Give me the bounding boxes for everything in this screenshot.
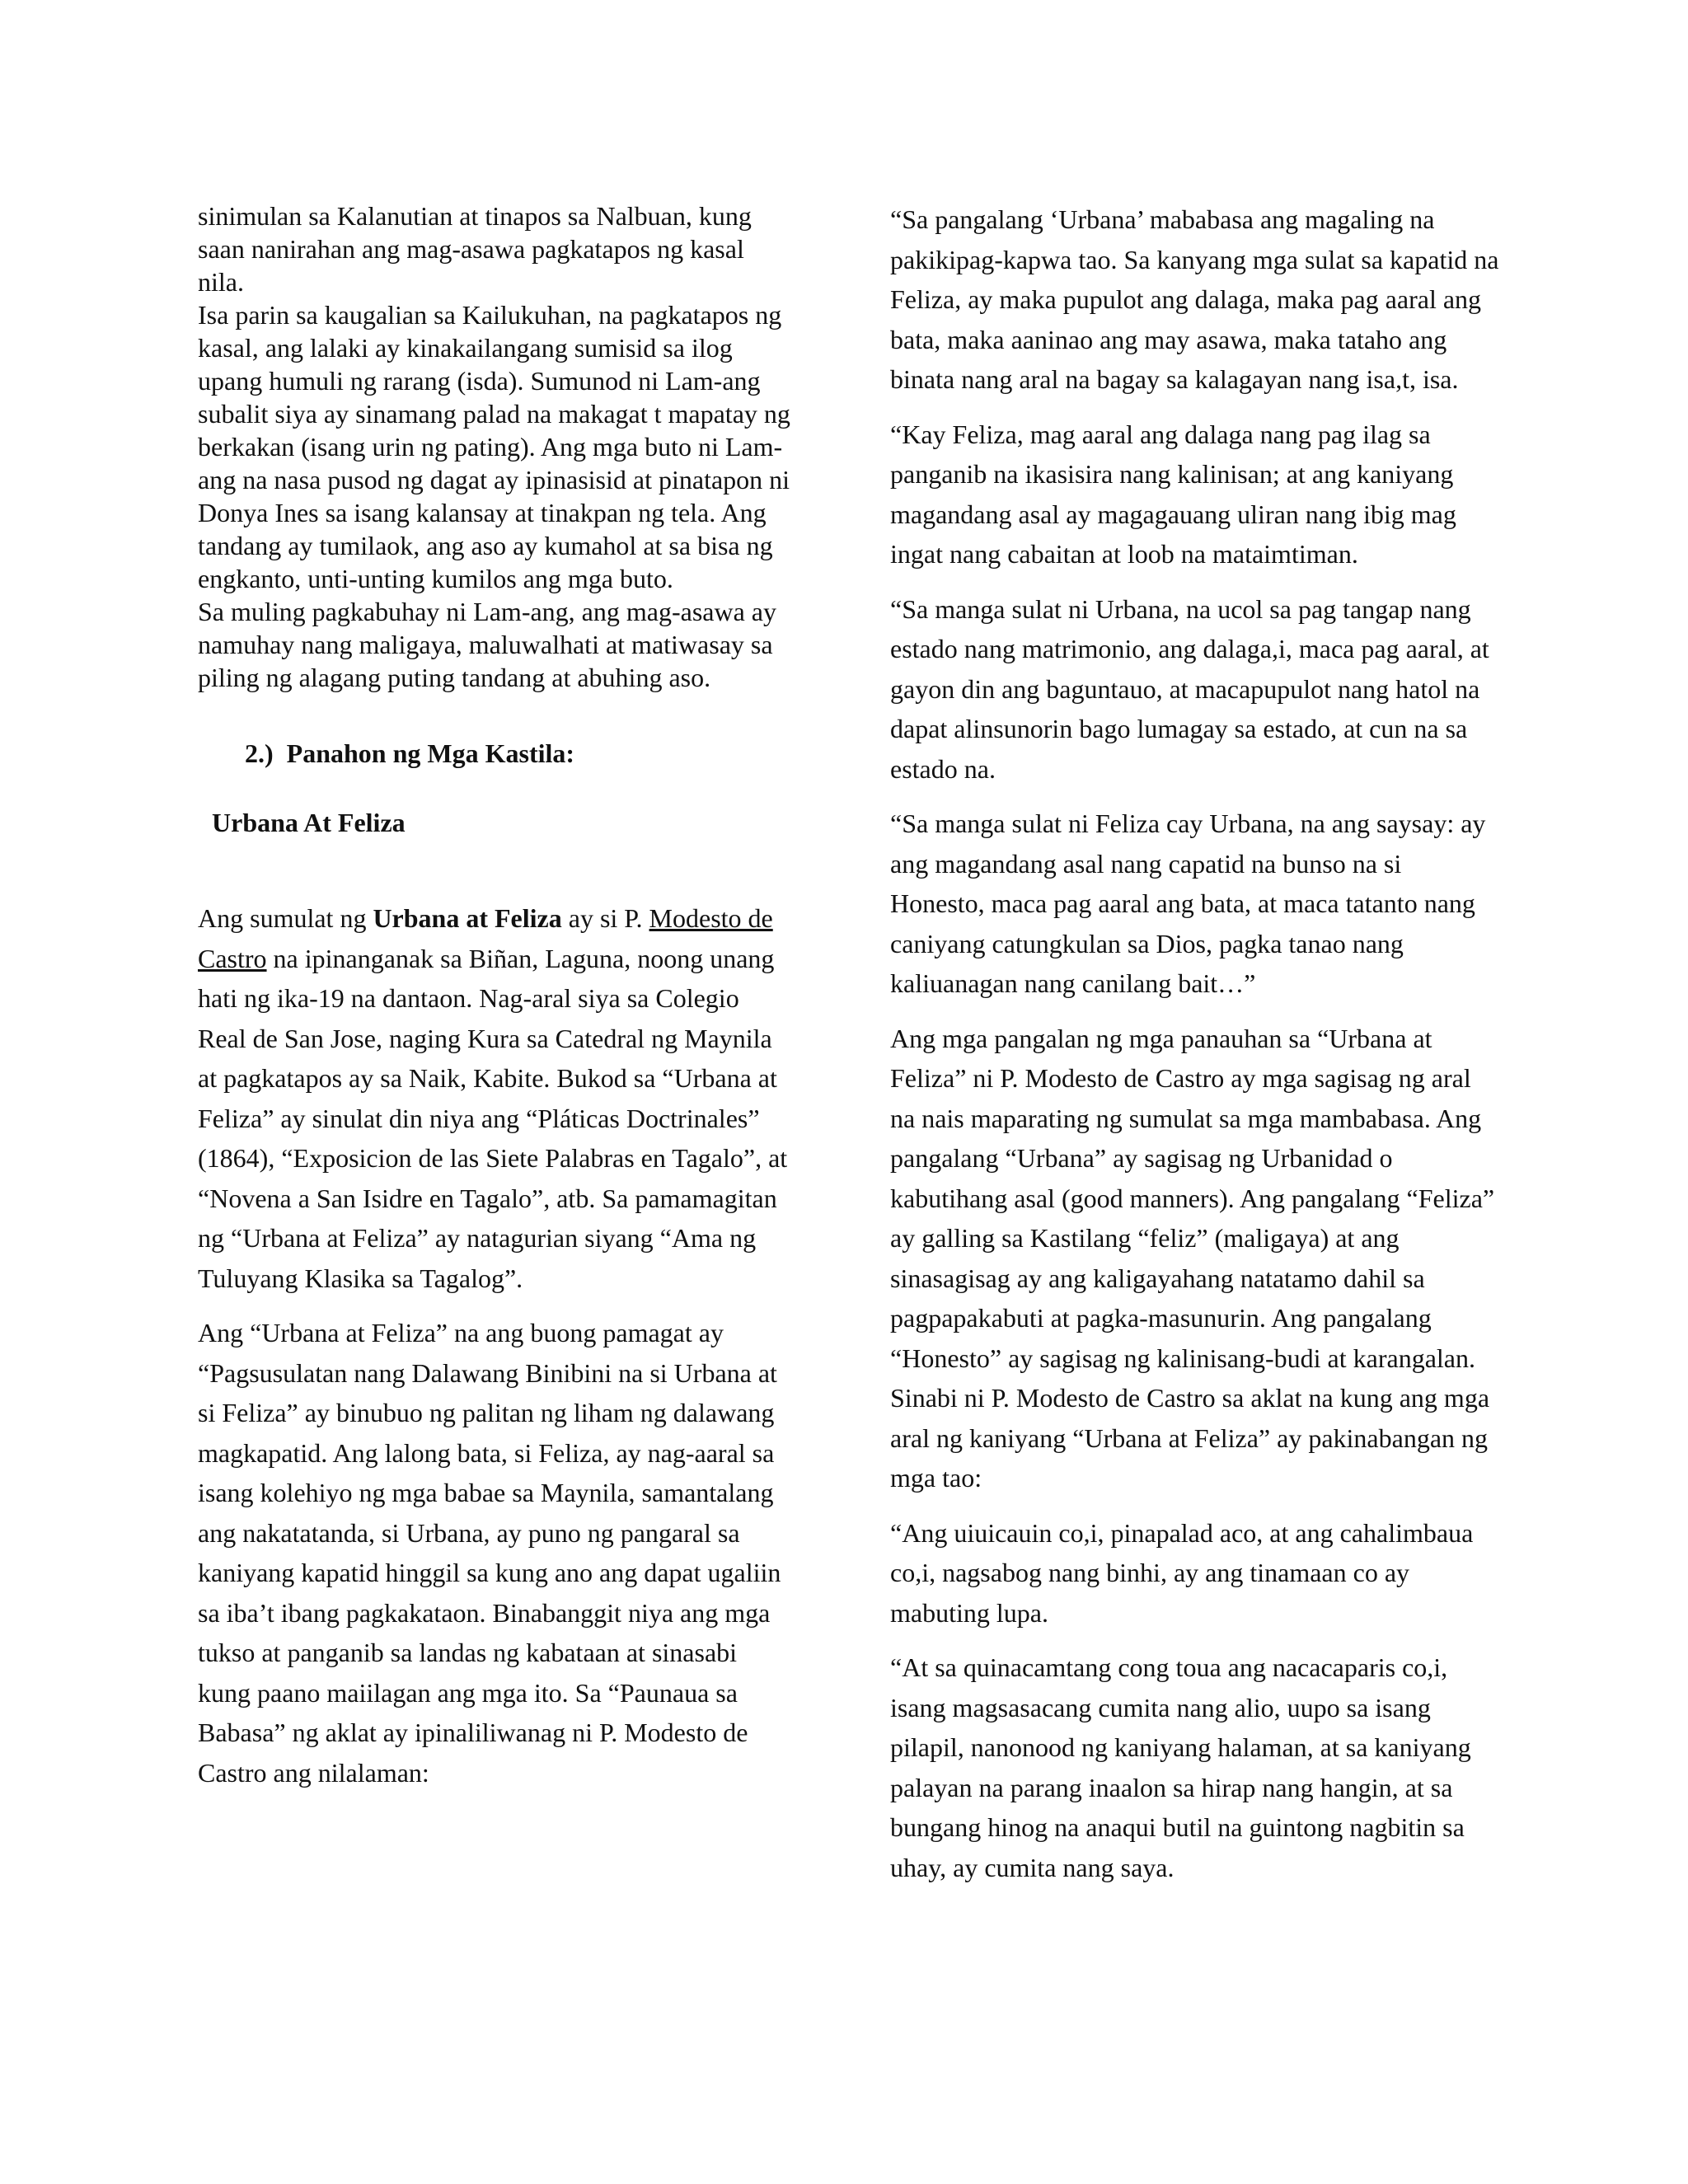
paragraph: sinimulan sa Kalanutian at tinapos sa Nalbuan, kung saan nanirahan ang mag-asawa pagkatapos ng kasal nila. <box>198 201 752 297</box>
section-title: Panahon ng Mga Kastila: <box>286 738 575 768</box>
subheading: Urbana At Feliza <box>212 808 406 837</box>
paragraph: “Kay Feliza, mag aaral ang dalaga nang pag ilag sa panganib na ikasisira nang kalinisan; at ang kaniyang magandang asal ay magagauang uliran nang ibig mag ingat nang cabaitan at loob na mataimtiman. <box>890 419 1456 569</box>
paragraph: “Sa pangalang ‘Urbana’ mababasa ang magaling na pakikipag-kapwa tao. Sa kanyang mga sulat sa kapatid na Feliza, ay maka pupulot ang dalaga, maka pag aaral ang bata, maka aaninao ang may asawa, maka tataho ang binata nang aral na bagay sa kalagayan nang isa,t, isa. <box>890 204 1499 394</box>
paragraph: “Sa manga sulat ni Feliza cay Urbana, na ang saysay: ay ang magandang asal nang capatid na bunso na si Honesto, maca pag aaral ang bata, at maca tatanto nang caniyang catungkulan sa Dios, pagka tanao nang kaliuanagan nang canilang bait…” <box>890 808 1486 998</box>
author-link[interactable]: Modesto de Castro <box>198 903 773 973</box>
paragraph: Sa muling pagkabuhay ni Lam-ang, ang mag-asawa ay namuhay nang maligaya, maluwalhati at matiwasay sa piling ng alagang puting tandang at abuhing aso. <box>198 597 776 692</box>
paragraph: Ang “Urbana at Feliza” na ang buong pamagat ay “Pagsusulatan nang Dalawang Binibini na si Urbana at si Feliza” ay binubuo ng palitan ng liham ng dalawang magkapatid. Ang lalong bata, si Feliza, ay nag-aaral sa isang kolehiyo ng mga babae sa Maynila, samantalang ang nakatatanda, si Urbana, ay puno ng pangaral sa kaniyang kapatid hinggil sa kung ano ang dapat ugaliin sa iba’t ibang pagkakataon. Binabanggit niya ang mga tukso at panganib sa landas ng kabataan at sinasabi kung paano maiilagan ang mga ito. Sa “Paunaua sa Babasa” ng aklat ay ipinaliliwanag ni P. Modesto de Castro ang nilalaman: <box>198 1318 781 1788</box>
paragraph: “Ang uiuicauin co,i, pinapalad aco, at ang cahalimbaua co,i, nagsabog nang binhi, ay ang tinamaan co ay mabuting lupa. <box>890 1517 1474 1628</box>
section-heading <box>198 737 791 770</box>
paragraph: Ang mga pangalan ng mga panauhan sa “Urbana at Feliza” ni P. Modesto de Castro ay mga sagisag ng aral na nais maparating ng sumulat sa mga mambabasa. Ang pangalang “Urbana” ay sagisag ng Urbanidad o kabutihang asal (good manners). Ang pangalang “Feliza” ay galling sa Kastilang “feliz” (maligaya) at ang sinasagisag ay ang kaligayahang natatamo dahil sa pagpapakabuti at pagka-masunurin. Ang pangalang “Honesto” ay sagisag ng kalinisang-budi at karangalan. Sinabi ni P. Modesto de Castro sa aklat na kung ang mga aral ng kaniyang “Urbana at Feliza” ay pakinabangan ng mga tao: <box>890 1023 1495 1493</box>
left-column <box>198 0 791 1793</box>
section-number: 2.) <box>245 738 274 768</box>
paragraph: “At sa quinacamtang cong toua ang nacacaparis co,i, isang magsasacang cumita nang alio, uupo sa isang pilapil, nanonood ng kaniyang halaman, at sa kaniyang palayan na parang inaalon sa hirap nang hangin, at sa bungang hinog na anaqui butil na guintong nagbitin sa uhay, ay cumita nang saya. <box>890 1652 1471 1882</box>
paragraph: Isa parin sa kaugalian sa Kailukuhan, na pagkatapos ng kasal, ang lalaki ay kinakailangang sumisid sa ilog upang humuli ng rarang (isda). Sumunod ni Lam-ang subalit siya ay sinamang palad na makagat t mapatay ng berkakan (isang urin ng pating). Ang mga buto ni Lam-ang na nasa pusod ng dagat ay ipinasisid at pinatapon ni Donya Ines sa isang kalansay at tinakpan ng tela. Ang tandang ay tumilaok, ang aso ay kumahol at sa bisa ng engkanto, unti-unting kumilos ang mga buto. <box>198 300 790 593</box>
bold-title: Urbana at Feliza <box>373 903 562 933</box>
right-column <box>890 0 1500 1887</box>
paragraph: “Sa manga sulat ni Urbana, na ucol sa pag tangap nang estado nang matrimonio, ang dalaga,i, maca pag aaral, at gayon din ang baguntauo, at macapupulot nang hatol na dapat alinsunorin bago lumagay sa estado, at cun na sa estado na. <box>890 593 1489 784</box>
paragraph: Ang sumulat ng Urbana at Feliza ay si P. Modesto de Castro na ipinanganak sa Biñan, Laguna, noong unang hati ng ika-19 na dantaon. Nag-aral siya sa Colegio Real de San Jose, naging Kura sa Catedral ng Maynila at pagkatapos ay sa Naik, Kabite. Bukod sa “Urbana at Feliza” ay sinulat din niya ang “Pláticas Doctrinales” (1864), “Exposicion de las Siete Palabras en Tagalo”, at “Novena a San Isidre en Tagalo”, atb. Sa pamamagitan ng “Urbana at Feliza” ay natagurian siyang “Ama ng Tuluyang Klasika sa Tagalog”. <box>198 903 788 1293</box>
